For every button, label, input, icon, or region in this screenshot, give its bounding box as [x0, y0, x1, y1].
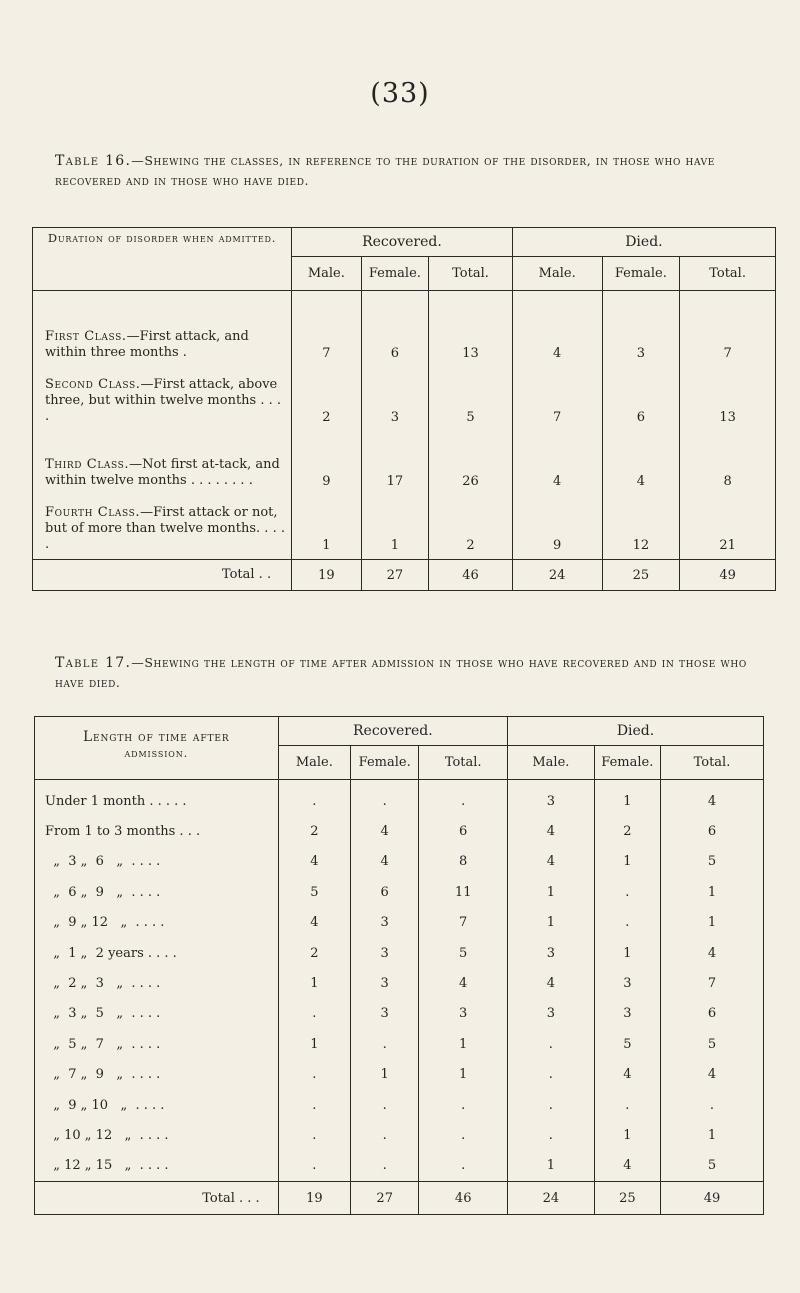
cell: .: [594, 877, 660, 907]
table-total-row: [33, 560, 776, 591]
table17-caption-text: —Shewing the length of time after admission in those who have recovered and in those who have died.: [55, 655, 747, 690]
cell: 3: [602, 291, 680, 368]
cell: 12: [602, 495, 680, 560]
row-label: „ 6 „ 9 „ . . . .: [35, 877, 279, 907]
cell: 1: [508, 1151, 595, 1182]
cell: 27: [361, 560, 429, 591]
table16-col-died-total: Total.: [680, 257, 776, 291]
cell: 9: [512, 495, 602, 560]
cell: 5: [594, 1029, 660, 1059]
table-row: [35, 908, 764, 938]
cell: 46: [429, 560, 513, 591]
cell: 1: [660, 908, 763, 938]
cell: 4: [602, 431, 680, 495]
cell: .: [278, 1060, 350, 1090]
cell: .: [419, 780, 508, 817]
cell: 8: [680, 431, 776, 495]
table-row: [35, 1029, 764, 1059]
cell: 2: [292, 367, 362, 431]
table-row: [35, 968, 764, 998]
table17-caption-lead: Table 17.: [55, 655, 132, 671]
cell: .: [419, 1120, 508, 1150]
table17-group-recovered: Recovered.: [278, 717, 507, 746]
cell: .: [594, 1090, 660, 1120]
table-row: [35, 1151, 764, 1182]
cell: 1: [594, 780, 660, 817]
cell: 3: [594, 999, 660, 1029]
cell: 7: [419, 908, 508, 938]
row-label: Second Class.—First attack, above three, but within twelve months . . . .: [33, 367, 292, 431]
row-label: Fourth Class.—First attack or not, but of more than twelve months. . . . .: [33, 495, 292, 560]
table-row: [35, 780, 764, 817]
cell: 25: [602, 560, 680, 591]
table16-col-rec-total: Total.: [429, 257, 513, 291]
cell: 7: [660, 968, 763, 998]
row-label: „ 3 „ 5 „ . . . .: [35, 999, 279, 1029]
cell: 5: [660, 1029, 763, 1059]
cell: 19: [278, 1182, 350, 1215]
cell: 3: [508, 999, 595, 1029]
table-row: [33, 291, 776, 368]
cell: 7: [512, 367, 602, 431]
table17-col-rec-female: Female.: [351, 746, 419, 780]
cell: 4: [660, 780, 763, 817]
cell: 1: [361, 495, 429, 560]
table-row: [33, 431, 776, 495]
table-row: [35, 847, 764, 877]
cell: 6: [419, 816, 508, 846]
cell: 1: [278, 968, 350, 998]
cell: 2: [594, 816, 660, 846]
table-total-row: [35, 1182, 764, 1215]
cell: 1: [508, 908, 595, 938]
cell: 6: [602, 367, 680, 431]
table-row: [35, 1090, 764, 1120]
table16-caption-lead: Table 16.: [55, 153, 132, 169]
row-label: „ 3 „ 6 „ . . . .: [35, 847, 279, 877]
cell: 5: [429, 367, 513, 431]
table17-col-rec-male: Male.: [278, 746, 350, 780]
cell: 19: [292, 560, 362, 591]
table16-col-died-female: Female.: [602, 257, 680, 291]
cell: 1: [419, 1029, 508, 1059]
table17-col-died-male: Male.: [508, 746, 595, 780]
row-label: „ 7 „ 9 „ . . . .: [35, 1060, 279, 1090]
cell: 3: [508, 780, 595, 817]
cell: 1: [594, 847, 660, 877]
cell: 17: [361, 431, 429, 495]
cell: 8: [419, 847, 508, 877]
table17: [34, 716, 764, 1215]
cell: .: [278, 780, 350, 817]
cell: 24: [512, 560, 602, 591]
cell: 1: [278, 1029, 350, 1059]
cell: 46: [419, 1182, 508, 1215]
row-label: „ 9 „ 12 „ . . . .: [35, 908, 279, 938]
cell: 1: [594, 938, 660, 968]
cell: 4: [660, 938, 763, 968]
table16-caption-text: —Shewing the classes, in reference to the duration of the disorder, in those who have recovered and in those who have died.: [55, 153, 715, 188]
row-label: „ 12 „ 15 „ . . . .: [35, 1151, 279, 1182]
cell: .: [419, 1090, 508, 1120]
cell: 3: [508, 938, 595, 968]
cell: 1: [419, 1060, 508, 1090]
row-label: „ 9 „ 10 „ . . . .: [35, 1090, 279, 1120]
cell: .: [278, 1151, 350, 1182]
cell: 1: [292, 495, 362, 560]
cell: 4: [512, 431, 602, 495]
row-label: First Class.—First attack, and within three months .: [33, 291, 292, 368]
cell: 7: [680, 291, 776, 368]
cell: 2: [278, 816, 350, 846]
cell: 4: [351, 847, 419, 877]
cell: 5: [278, 877, 350, 907]
table-row: [33, 495, 776, 560]
table16-group-recovered: Recovered.: [292, 228, 513, 257]
cell: 6: [660, 999, 763, 1029]
cell: 4: [278, 908, 350, 938]
row-label: „ 5 „ 7 „ . . . .: [35, 1029, 279, 1059]
cell: 26: [429, 431, 513, 495]
cell: .: [278, 1120, 350, 1150]
table-row: [35, 877, 764, 907]
cell: 7: [292, 291, 362, 368]
table16-group-died: Died.: [512, 228, 775, 257]
cell: .: [508, 1060, 595, 1090]
row-label: „ 1 „ 2 years . . . .: [35, 938, 279, 968]
cell: .: [278, 1090, 350, 1120]
cell: .: [351, 1120, 419, 1150]
cell: .: [278, 999, 350, 1029]
row-label: „ 10 „ 12 „ . . . .: [35, 1120, 279, 1150]
cell: 1: [351, 1060, 419, 1090]
cell: .: [351, 1151, 419, 1182]
cell: 25: [594, 1182, 660, 1215]
table-row: [35, 999, 764, 1029]
cell: 3: [594, 968, 660, 998]
table16-col-rec-male: Male.: [292, 257, 362, 291]
table-row: [35, 938, 764, 968]
cell: 11: [419, 877, 508, 907]
page-number: (33): [370, 78, 430, 109]
table17-row-header-line2: admission.: [124, 746, 189, 760]
cell: 2: [429, 495, 513, 560]
table-row: [35, 1120, 764, 1150]
cell: 9: [292, 431, 362, 495]
cell: 5: [660, 1151, 763, 1182]
total-label: Total . .: [33, 560, 292, 591]
cell: 21: [680, 495, 776, 560]
cell: 5: [660, 847, 763, 877]
row-label: Under 1 month . . . . .: [35, 780, 279, 817]
table16-col-died-male: Male.: [512, 257, 602, 291]
cell: 4: [508, 968, 595, 998]
table17-row-header-line1: Length of time after: [83, 729, 230, 745]
cell: 1: [594, 1120, 660, 1150]
table-row: [35, 1060, 764, 1090]
cell: .: [508, 1029, 595, 1059]
cell: 4: [512, 291, 602, 368]
cell: 27: [351, 1182, 419, 1215]
cell: 49: [660, 1182, 763, 1215]
cell: 4: [508, 847, 595, 877]
cell: .: [508, 1090, 595, 1120]
cell: 3: [351, 999, 419, 1029]
cell: 3: [351, 938, 419, 968]
cell: 3: [351, 908, 419, 938]
table16-row-header: Duration of disorder when admitted.: [33, 228, 292, 291]
table17-col-died-total: Total.: [660, 746, 763, 780]
table17-col-died-female: Female.: [594, 746, 660, 780]
cell: .: [351, 780, 419, 817]
cell: 3: [419, 999, 508, 1029]
cell: 1: [508, 877, 595, 907]
cell: 6: [361, 291, 429, 368]
cell: 4: [508, 816, 595, 846]
cell: 3: [351, 968, 419, 998]
table16-col-rec-female: Female.: [361, 257, 429, 291]
cell: 13: [429, 291, 513, 368]
cell: 6: [351, 877, 419, 907]
table17-row-header: [35, 717, 279, 780]
cell: .: [351, 1090, 419, 1120]
table17-col-rec-total: Total.: [419, 746, 508, 780]
cell: .: [419, 1151, 508, 1182]
table17-caption: [55, 653, 755, 692]
cell: .: [594, 908, 660, 938]
cell: 49: [680, 560, 776, 591]
cell: 24: [508, 1182, 595, 1215]
table16-caption: [55, 151, 755, 190]
table17-group-died: Died.: [508, 717, 764, 746]
table-row: [33, 367, 776, 431]
cell: 4: [594, 1060, 660, 1090]
cell: 13: [680, 367, 776, 431]
total-label: Total . . .: [35, 1182, 279, 1215]
cell: 4: [419, 968, 508, 998]
cell: 6: [660, 816, 763, 846]
cell: .: [508, 1120, 595, 1150]
row-label: „ 2 „ 3 „ . . . .: [35, 968, 279, 998]
cell: 3: [361, 367, 429, 431]
cell: 1: [660, 877, 763, 907]
cell: 4: [594, 1151, 660, 1182]
table16: [32, 227, 776, 591]
cell: .: [351, 1029, 419, 1059]
cell: 5: [419, 938, 508, 968]
row-label: From 1 to 3 months . . .: [35, 816, 279, 846]
cell: 1: [660, 1120, 763, 1150]
cell: 4: [278, 847, 350, 877]
row-label: Third Class.—Not first at-tack, and within twelve months . . . . . . . .: [33, 431, 292, 495]
cell: 4: [660, 1060, 763, 1090]
cell: 4: [351, 816, 419, 846]
cell: 2: [278, 938, 350, 968]
cell: .: [660, 1090, 763, 1120]
table-row: [35, 816, 764, 846]
